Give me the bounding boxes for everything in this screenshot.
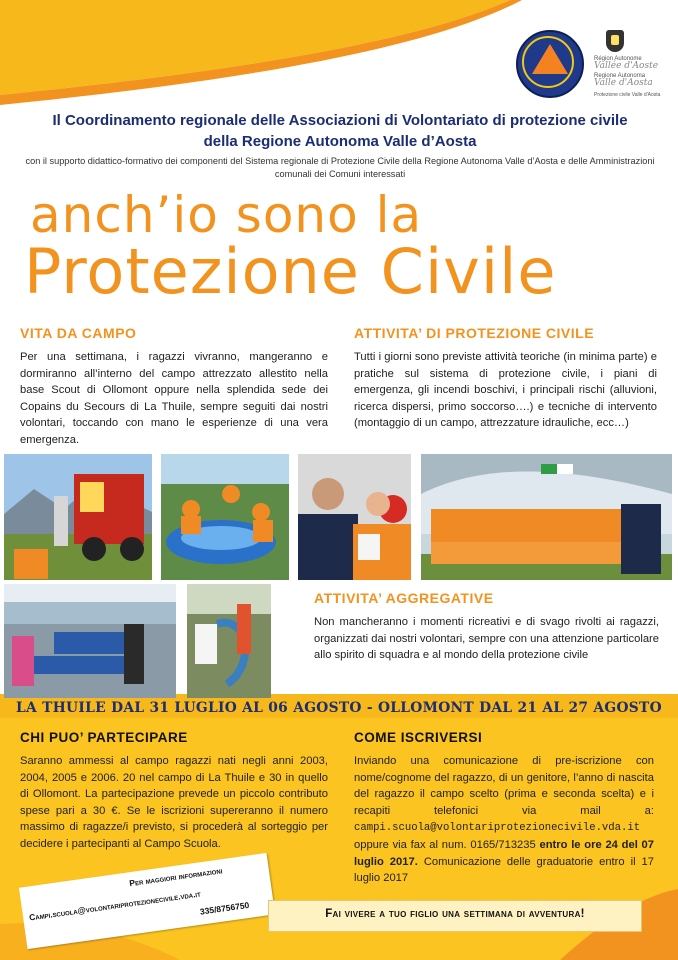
protezione-civile-logo — [516, 30, 584, 98]
photo-camp-beds — [4, 584, 176, 698]
vita-title: VITA DA CAMPO — [20, 325, 137, 341]
aggregative-title: ATTIVITA’ AGGREGATIVE — [314, 590, 494, 606]
chi-title: CHI PUO’ PARTECIPARE — [20, 730, 188, 745]
chi-text: Saranno ammessi al campo ragazzi nati negli anni 2003, 2004, 2005 e 2006. 20 nel campo di La Thuile e 30 in quello di Ollomont. La partecipazione prevede un piccolo contributo spese pari a 30 €. Se le iscrizioni supereranno il numero massimo di ragazze/i previsto, si procederà al sorteggio per decidere i partecipanti al Campo Scuola. — [20, 755, 328, 850]
come-deadline: entro le ore 24 del 07 luglio 2017. — [354, 838, 654, 868]
come-text-pre: Inviando una comunicazione di pre-iscrizione con nome/cognome del ragazzo, di un genitore, l’anno di nascita del ragazzo il campo scelto (prima e seconda scelta) e i recapiti telefonici via mail a: — [354, 755, 654, 817]
come-text-post: Comunicazione delle graduatorie entro il 17 luglio 2017 — [354, 855, 655, 885]
info-email[interactable]: Campi.scuola@volontariprotezionecivile.vda.it — [28, 888, 202, 923]
info-phone: 335/8756750 — [199, 899, 250, 917]
logo-rva-sub: Protezione civile Valle d'Aosta — [594, 92, 661, 98]
logo-rva-line2: Vallée d'Aoste — [594, 61, 659, 71]
photo-fire-truck — [4, 454, 152, 580]
come-email-link[interactable]: campi.scuola@volontariprotezionecivile.vda.it — [354, 822, 641, 835]
slogan-text: Fai vivere a tuo figlio una settimana di avventura! — [325, 908, 585, 920]
come-title: COME ISCRIVERSI — [354, 730, 483, 745]
attivita-pc-title: ATTIVITA’ DI PROTEZIONE CIVILE — [354, 325, 595, 341]
logo-rva-line4: Valle d'Aosta — [594, 78, 653, 88]
come-fax: oppure via fax al num. 0165/713235 — [354, 838, 536, 851]
support-text: con il supporto didattico-formativo dei componenti del Sistema regionale di Protezione Civile della Regione Autonoma Valle d’Aosta e delle Amministrazioni comunali dei Comuni interessati — [25, 156, 655, 179]
coat-of-arms-icon — [606, 30, 624, 52]
slogan-box — [268, 900, 642, 932]
aggregative-text: Non mancheranno i momenti ricreativi e di svago rivolti ai ragazzi, organizzati dai nostri volontari, sempre con una attenzione particolare allo spirito di squadra e al mondo della protezione civile — [314, 616, 659, 662]
photo-volunteer-helmet — [298, 454, 411, 580]
organization-title: Il Coordinamento regionale delle Associazioni di Volontariato di protezione civile della Regione Autonoma Valle d’Aosta — [52, 112, 628, 150]
photo-hose — [187, 584, 271, 698]
logo-rva-line1: Région Autonome — [594, 56, 642, 62]
headline-line1: anch’io sono la — [30, 186, 423, 244]
attivita-pc-text: Tutti i giorni sono previste attività teoriche (in minima parte) e pratiche sul sistema di protezione civile, i piani di emergenza, gli incendi boschivi, i principali rischi (alluvioni, ricerca dispersi, primo soccorso….) e tecniche di intervento (montaggio di un campo, attrezzature idrauliche, ecc…) — [354, 351, 657, 430]
headline-line2: Protezione Civile — [24, 235, 557, 308]
photo-group — [421, 454, 672, 580]
info-label: Per maggiori informazioni — [128, 865, 223, 889]
vita-text: Per una settimana, i ragazzi vivranno, mangeranno e dormiranno all’interno del campo attrezzato allestito nella base Scout di Ollomont oppure nella splendida sede dei Copains du Secours di La Thuile, sempre seguiti dai nostri volontari, toccando con mano le esperienze di una vera emergenza. — [20, 351, 328, 446]
photo-inflatable-raft — [161, 454, 289, 580]
regione-valle-aosta-logo — [592, 30, 661, 102]
logo-rva-line3: Regione Autonoma — [594, 73, 646, 79]
come-text — [354, 753, 654, 887]
dates-banner: LA THUILE DAL 31 LUGLIO AL 06 AGOSTO - OLLOMONT DAL 21 AL 27 AGOSTO — [16, 700, 662, 716]
